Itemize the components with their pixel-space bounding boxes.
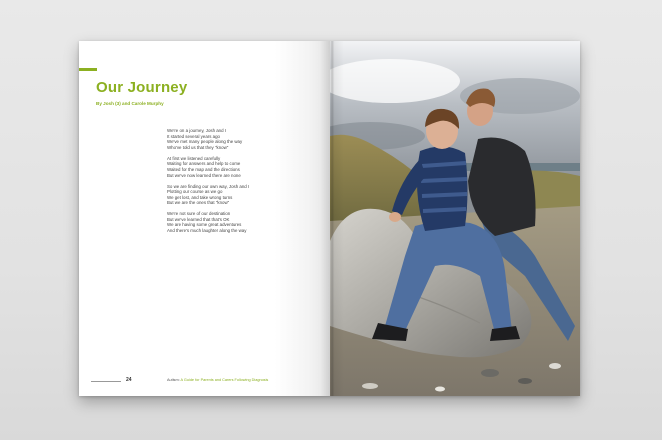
left-page <box>79 41 330 396</box>
poem-line: We're on a journey, Josh and I <box>167 128 227 133</box>
poem-line: Who've told us that they "know" <box>167 144 229 150</box>
footer-rule <box>91 381 121 382</box>
poem-line: But we've now learned there are none <box>167 172 241 178</box>
pebble <box>518 378 532 384</box>
poem-line: Plotting our course as we go <box>167 189 223 195</box>
poem-line: But we are the ones that "know" <box>167 200 230 206</box>
footer-title: Autism: <box>167 378 180 382</box>
poem-stanza <box>167 211 277 233</box>
poem-line: We're not sure of our destination <box>167 211 231 217</box>
poem-line: We've met many people along the way <box>167 139 243 145</box>
pebble <box>362 383 378 389</box>
poem <box>167 128 277 239</box>
page-number: 24 <box>126 377 132 383</box>
poem-line: Waited for the map and the directions <box>167 166 240 172</box>
poem-stanza <box>167 128 277 150</box>
poem-stanza <box>167 184 277 206</box>
running-footer <box>167 378 268 382</box>
pebble <box>549 363 561 369</box>
poem-line: And there's much laughter along the way <box>167 228 247 234</box>
footer-subtitle: A Guide for Parents and Carers Following Diagnosis <box>180 378 269 382</box>
boy-sweater <box>417 146 468 231</box>
accent-bar <box>79 68 97 71</box>
poem-line: So we are finding our own way, Josh and I <box>167 183 250 189</box>
poem-stanza <box>167 156 277 178</box>
poem-line: We get lost, and take wrong turns <box>167 194 233 200</box>
article-byline: By Josh (3) and Carole Murphy <box>96 101 164 106</box>
poem-line: It started several years ago <box>167 133 220 139</box>
poem-line: Waiting for answers and help to come <box>167 161 241 167</box>
right-page <box>330 41 580 396</box>
pebble <box>435 387 445 392</box>
beach-photo <box>330 41 580 396</box>
article-title: Our Journey <box>96 79 188 96</box>
pebble <box>481 369 499 377</box>
magazine-spread <box>79 41 580 396</box>
poem-line: At first we listened carefully <box>167 155 221 161</box>
poem-line: We are having some great adventures <box>167 222 242 228</box>
boy-hand <box>389 212 401 222</box>
poem-line: But we've learned that that's OK <box>167 216 230 222</box>
